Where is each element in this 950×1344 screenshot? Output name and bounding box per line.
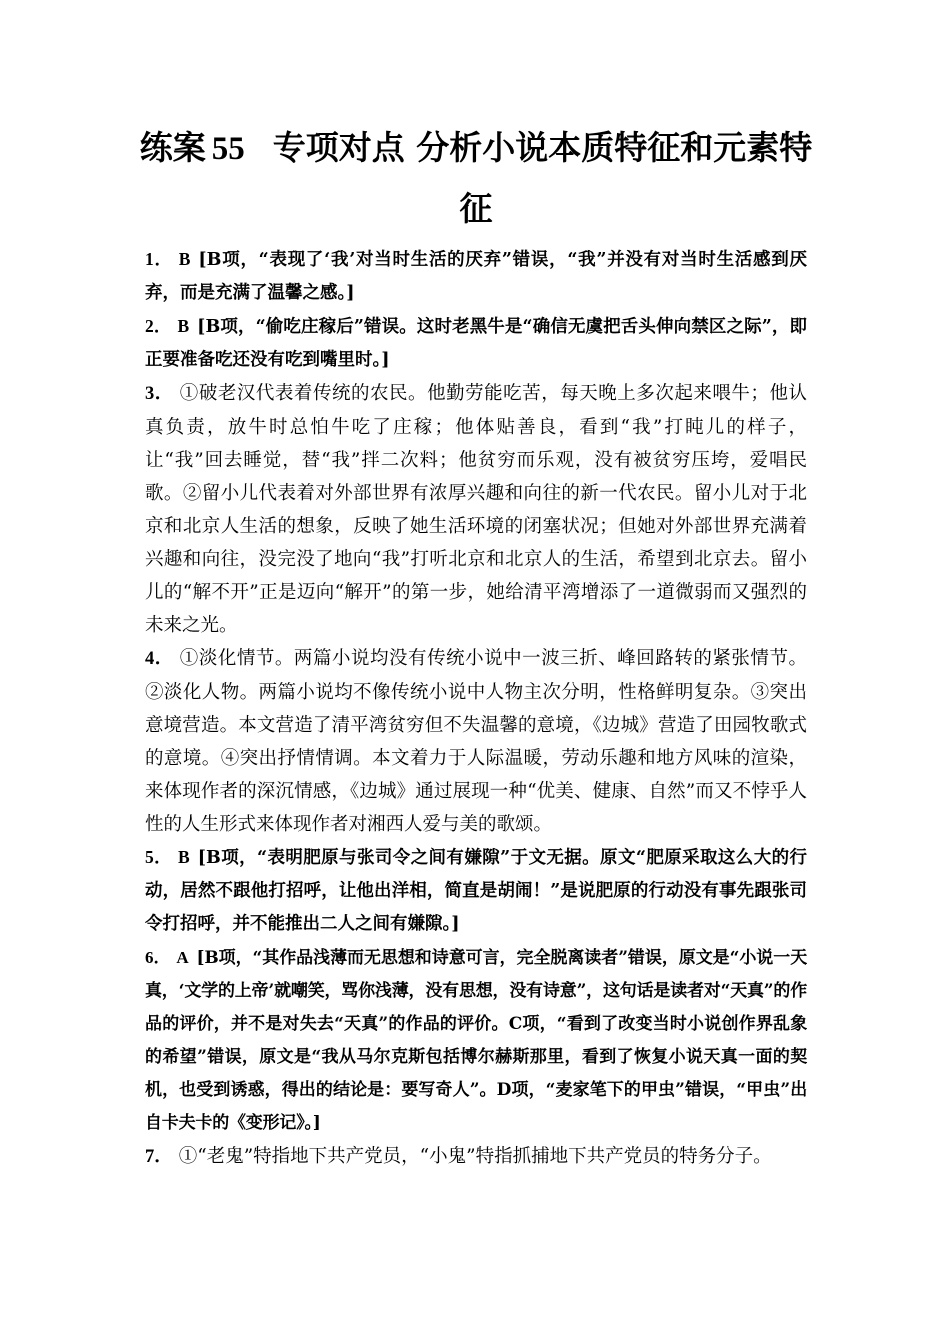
answer-item-3: [145, 377, 807, 642]
answer-key: B: [177, 316, 190, 336]
answer-sheet-page: [139, 118, 813, 1174]
question-number: 3．: [145, 384, 174, 404]
question-number: 5．: [145, 847, 173, 867]
answer-item-5: [145, 841, 807, 941]
answer-item-7: [145, 1140, 807, 1174]
answer-key: B: [178, 249, 191, 269]
question-number: 6．: [145, 948, 171, 967]
answer-item-6: [145, 941, 807, 1140]
answer-key: B: [178, 847, 190, 867]
title-text: 专项对点 分析小说本质特征和元素特征: [272, 128, 813, 228]
answer-text: ①淡化情节。两篇小说均没有传统小说中一波三折、峰回路转的紧张情节。②淡化人物。两篇小说均不像传统小说中人物主次分明，性格鲜明复杂。③突出意境营造。本文营造了清平湾贫穷但不失温馨的意境，《边城》营造了田园牧歌式的意境。④突出抒情情调。本文着力于人际温暖，劳动乐趣和地方风味的渲染，来体现作者的深沉情感，《边城》通过展现一种“优美、健康、自然”而又不悖乎人性的人生形式来体现作者对湘西人爱与美的歌颂。: [145, 648, 807, 835]
answer-explanation: [B项，“表明肥原与张司令之间有嫌隙”于文无据。原文“肥原采取这么大的行动，居然不跟他打招呼，让他出洋相，简直是胡闹！”是说肥原的行动没有事先跟张司令打招呼，并不能推出二人之间有嫌隙。]: [145, 848, 807, 934]
answer-explanation: [B项，“偷吃庄稼后”错误。这时老黑牛是“确信无虞把舌头伸向禁区之际”，即正要准备吃还没有吃到嘴里时。]: [145, 317, 807, 370]
answer-item-1: [145, 243, 807, 310]
question-number: 4．: [145, 649, 174, 669]
question-number: 2．: [145, 316, 172, 336]
answer-item-4: [145, 642, 807, 841]
answer-explanation: [B项，“其作品浅薄而无思想和诗意可言，完全脱离读者”错误，原文是“小说一天真，‘文学的上帝’就嘲笑，骂你浅薄，没有思想，没有诗意”，这句话是读者对“天真”的作品的评价，并不是对失去“天真”的作品的评价。C项，“看到了改变当时小说创作界乱象的希望”错误，原文是“我从马尔克斯包括博尔赫斯那里，看到了恢复小说天真一面的契机，也受到诱惑，得出的结论是：要写奇人”。D项，“麦家笔下的甲虫”错误，“甲虫”出自卡夫卡的《变形记》。]: [145, 948, 807, 1133]
answer-text: ①“老鬼”特指地下共产党员，“小鬼”特指抓捕地下共产党员的特务分子。: [178, 1146, 772, 1167]
answer-key: A: [176, 948, 189, 967]
answer-text: ①破老汉代表着传统的农民。他勤劳能吃苦，每天晚上多次起来喂牛；他认真负责，放牛时总怕牛吃了庄稼；他体贴善良，看到“我”打盹儿的样子，让“我”回去睡觉，替“我”拌二次料；他贫穷而乐观，没有被贫穷压垮，爱唱民歌。②留小儿代表着对外部世界有浓厚兴趣和向往的新一代农民。留小儿对于北京和北京人生活的想象，反映了她生活环境的闭塞状况；但她对外部世界充满着兴趣和向往，没完没了地向“我”打听北京和北京人的生活，希望到北京去。留小儿的“解不开”正是迈向“解开”的第一步，她给清平湾增添了一道微弱而又强烈的未来之光。: [145, 383, 807, 636]
answer-explanation: [B项，“表现了‘我’对当时生活的厌弃”错误，“我”并没有对当时生活感到厌弃，而是充满了温馨之感。]: [145, 250, 807, 303]
answer-item-2: [145, 310, 807, 377]
title-prefix: 练案: [139, 128, 206, 167]
question-number: 1．: [145, 249, 173, 269]
answer-list: [145, 243, 807, 1174]
question-number: 7．: [145, 1147, 173, 1167]
page-title: [133, 118, 819, 239]
title-number: 55: [211, 131, 245, 167]
